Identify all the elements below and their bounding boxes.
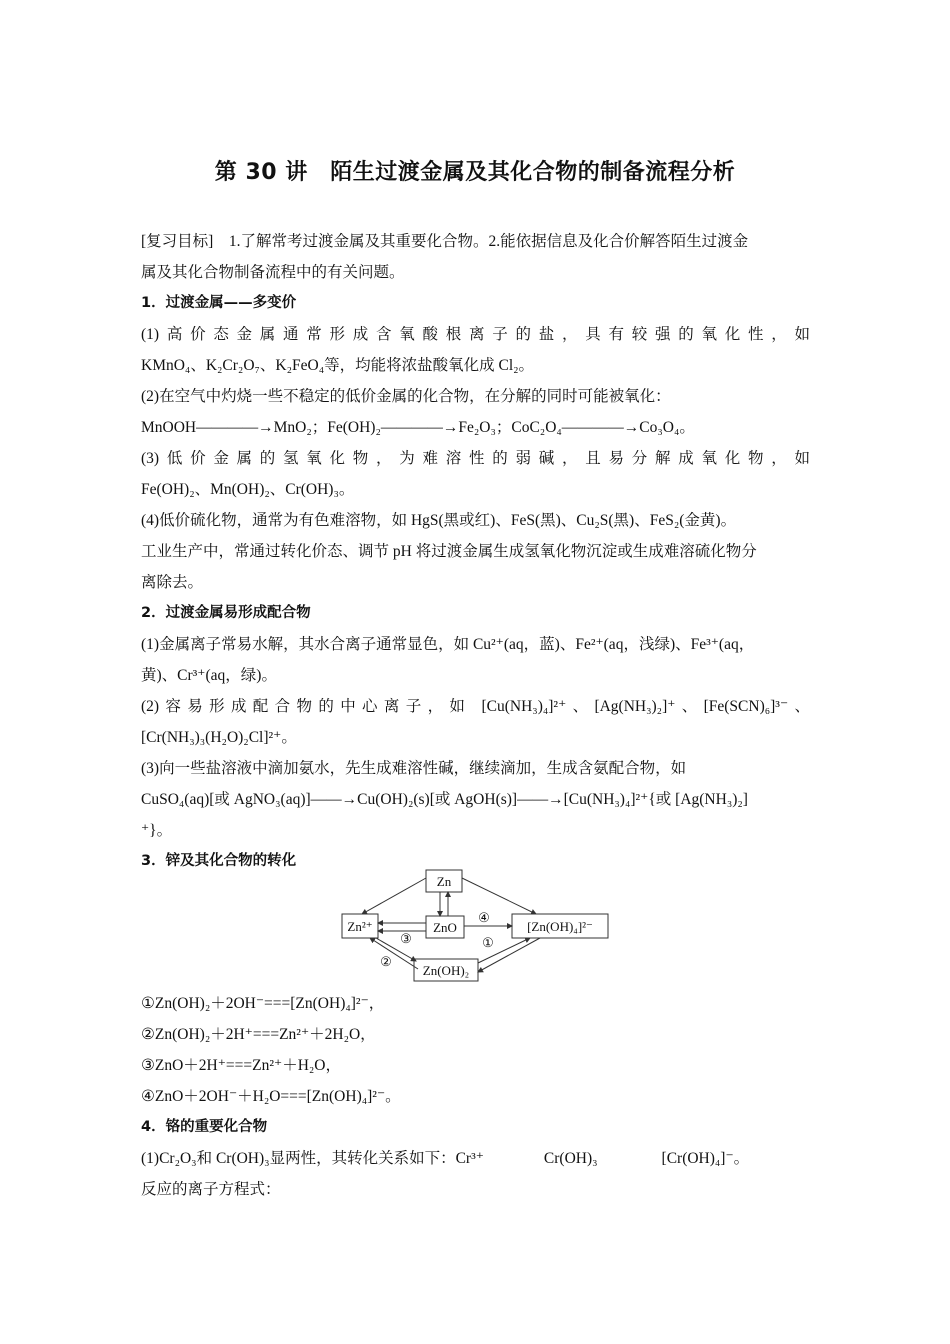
equation-line: ①Zn(OH)₂＋2OH⁻===[Zn(OH)₄]²⁻， xyxy=(141,995,385,1012)
chromium-line-part-a: (1)Cr₂O₃和 Cr(OH)₃显两性，其转化关系如下：Cr³⁺ xyxy=(141,1150,484,1167)
zn2-label: Zn²⁺ xyxy=(347,919,373,934)
section-4-heading: 4．铬的重要化合物 xyxy=(141,1119,268,1135)
paragraph-line: ⁺}。 xyxy=(141,822,173,839)
arrow-label-1: ① xyxy=(482,935,494,950)
review-goal-line-1: [复习目标] 1.了解常考过渡金属及其重要化合物。2.能依据信息及化合价解答陌生过渡金 xyxy=(141,233,749,250)
znoh4-label: [Zn(OH)₄]²⁻ xyxy=(527,919,593,934)
paragraph-line: (3)低价金属的氢氧化物，为难溶性的弱碱，且易分解成氧化物，如 xyxy=(141,450,810,467)
paragraph-line: KMnO₄、K₂Cr₂O₇、K₂FeO₄等，均能将浓盐酸氧化成 Cl₂。 xyxy=(141,357,535,374)
paragraph-line: [Cr(NH₃)₃(H₂O)₂Cl]²⁺。 xyxy=(141,729,297,746)
equation-line: ②Zn(OH)₂＋2H⁺===Zn²⁺＋2H₂O， xyxy=(141,1026,376,1043)
zinc-conversion-diagram xyxy=(340,866,610,984)
arrow-label-3: ③ xyxy=(400,931,412,946)
zn-label: Zn xyxy=(436,874,452,889)
section-2-heading: 2．过渡金属易形成配合物 xyxy=(141,605,311,621)
paragraph-line: Fe(OH)₂、Mn(OH)₂、Cr(OH)₃。 xyxy=(141,481,355,498)
paragraph-line: 黄)、Cr³⁺(aq，绿)。 xyxy=(141,667,277,684)
chromium-conversion-line xyxy=(141,1143,810,1174)
equation-line: ④ZnO＋2OH⁻＋H₂O===[Zn(OH)₄]²⁻。 xyxy=(141,1088,401,1105)
paragraph-line: (1)高价态金属通常形成含氧酸根离子的盐，具有较强的氧化性，如 xyxy=(141,326,810,343)
equations-text xyxy=(141,988,810,1205)
reaction-line: CuSO₄(aq)[或 AgNO₃(aq)]――→Cu(OH)₂(s)[或 AgOH(s)]――→[Cu(NH₃)₄]²⁺{或 [Ag(NH₃)₂] xyxy=(141,791,748,808)
paragraph-line: 离除去。 xyxy=(141,574,204,591)
review-goal-line-2: 属及其化合物制备流程中的有关问题。 xyxy=(141,264,405,281)
chromium-line-part-b: Cr(OH)₃ xyxy=(543,1150,598,1167)
arrow-label-4: ④ xyxy=(478,910,490,925)
paragraph-line: (3)向一些盐溶液中滴加氨水，先生成难溶性碱，继续滴加，生成含氨配合物，如 xyxy=(141,760,687,777)
page-title: 第 30 讲 陌生过渡金属及其化合物的制备流程分析 xyxy=(214,160,736,185)
paragraph-line: 反应的离子方程式： xyxy=(141,1181,281,1198)
reaction-line: MnOOH――――→MnO₂；Fe(OH)₂――――→Fe₂O₃；CoC₂O₄――――→Co₃O₄。 xyxy=(141,419,695,436)
intro-text xyxy=(141,226,810,877)
paragraph-line: (2)容易形成配合物的中心离子，如 [Cu(NH₃)₄]²⁺、[Ag(NH₃)₂]⁺、[Fe(SCN)₆]³⁻、 xyxy=(141,698,810,715)
paragraph-line: 工业生产中，常通过转化价态、调节 pH 将过渡金属生成氢氧化物沉淀或生成难溶硫化物分 xyxy=(141,543,757,560)
znoh2-label: Zn(OH)₂ xyxy=(422,963,470,978)
section-1-heading: 1．过渡金属——多变价 xyxy=(141,295,297,311)
paragraph-line: (4)低价硫化物，通常为有色难溶物，如 HgS(黑或红)、FeS(黑)、Cu₂S(黑)、FeS₂(金黄)。 xyxy=(141,512,737,529)
equation-line: ③ZnO＋2H⁺===Zn²⁺＋H₂O， xyxy=(141,1057,341,1074)
zno-label: ZnO xyxy=(433,920,457,935)
arrow-label-2: ② xyxy=(380,954,392,969)
paragraph-line: (2)在空气中灼烧一些不稳定的低价金属的化合物，在分解的同时可能被氧化： xyxy=(141,388,671,405)
paragraph-line: (1)金属离子常易水解，其水合离子通常显色，如 Cu²⁺(aq，蓝)、Fe²⁺(aq，浅绿)、Fe³⁺(aq， xyxy=(141,636,755,653)
section-3-heading: 3．锌及其化合物的转化 xyxy=(141,853,297,869)
chromium-line-part-c: [Cr(OH)₄]⁻。 xyxy=(661,1150,750,1167)
